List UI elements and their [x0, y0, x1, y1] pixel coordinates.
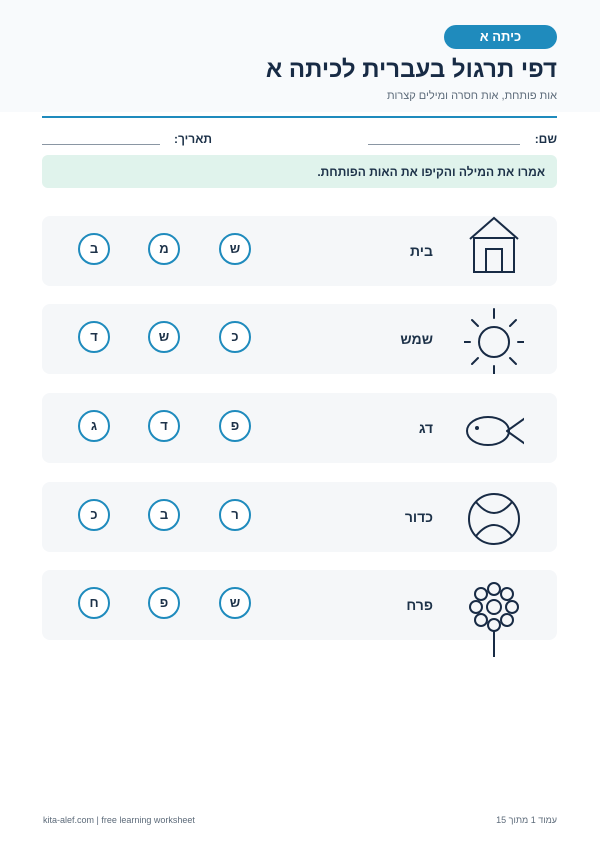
exercise-card: [42, 304, 557, 374]
letter-option[interactable]: ח: [78, 587, 110, 619]
grade-badge: כיתה א: [444, 25, 557, 49]
letter-option[interactable]: כ: [78, 499, 110, 531]
letter-option[interactable]: ש: [219, 233, 251, 265]
instruction-text: אמרו את המילה והקיפו את האות הפותחת.: [317, 165, 545, 179]
letter-option[interactable]: ד: [78, 321, 110, 353]
exercise-word: שמש: [400, 331, 433, 347]
letter-option[interactable]: פ: [219, 410, 251, 442]
letter-option[interactable]: פ: [148, 587, 180, 619]
exercise-word: דג: [418, 420, 433, 436]
exercise-word: כדור: [404, 509, 433, 525]
exercise-card: [42, 482, 557, 552]
letter-option[interactable]: ש: [219, 587, 251, 619]
letter-option[interactable]: ש: [148, 321, 180, 353]
ball-icon: [464, 482, 524, 552]
footer-site: kita-alef.com | free learning worksheet: [43, 815, 195, 825]
footer-page-number: עמוד 1 מתוך 15: [496, 815, 557, 825]
letter-option[interactable]: ב: [78, 233, 110, 265]
letter-option[interactable]: ד: [148, 410, 180, 442]
instruction-box: [42, 155, 557, 188]
date-label: תאריך:: [173, 132, 212, 146]
house-icon: [464, 216, 524, 286]
flower-icon: [464, 570, 524, 640]
sun-icon: [464, 304, 524, 374]
letter-option[interactable]: ג: [78, 410, 110, 442]
exercise-card: [42, 393, 557, 463]
page-subtitle: אות פותחת, אות חסרה ומילים קצרות: [386, 90, 557, 102]
exercise-card: [42, 570, 557, 640]
letter-option[interactable]: ר: [219, 499, 251, 531]
fish-icon: [464, 393, 524, 463]
header-divider: [42, 116, 557, 118]
name-field[interactable]: [368, 144, 520, 145]
date-field[interactable]: [42, 144, 160, 145]
exercise-card: [42, 216, 557, 286]
page-title: דפי תרגול בעברית לכיתה א: [265, 56, 557, 83]
letter-option[interactable]: כ: [219, 321, 251, 353]
exercise-word: בית: [410, 243, 433, 259]
exercise-word: פרח: [406, 597, 433, 613]
letter-option[interactable]: מ: [148, 233, 180, 265]
name-label: שם:: [534, 132, 557, 146]
letter-option[interactable]: ב: [148, 499, 180, 531]
